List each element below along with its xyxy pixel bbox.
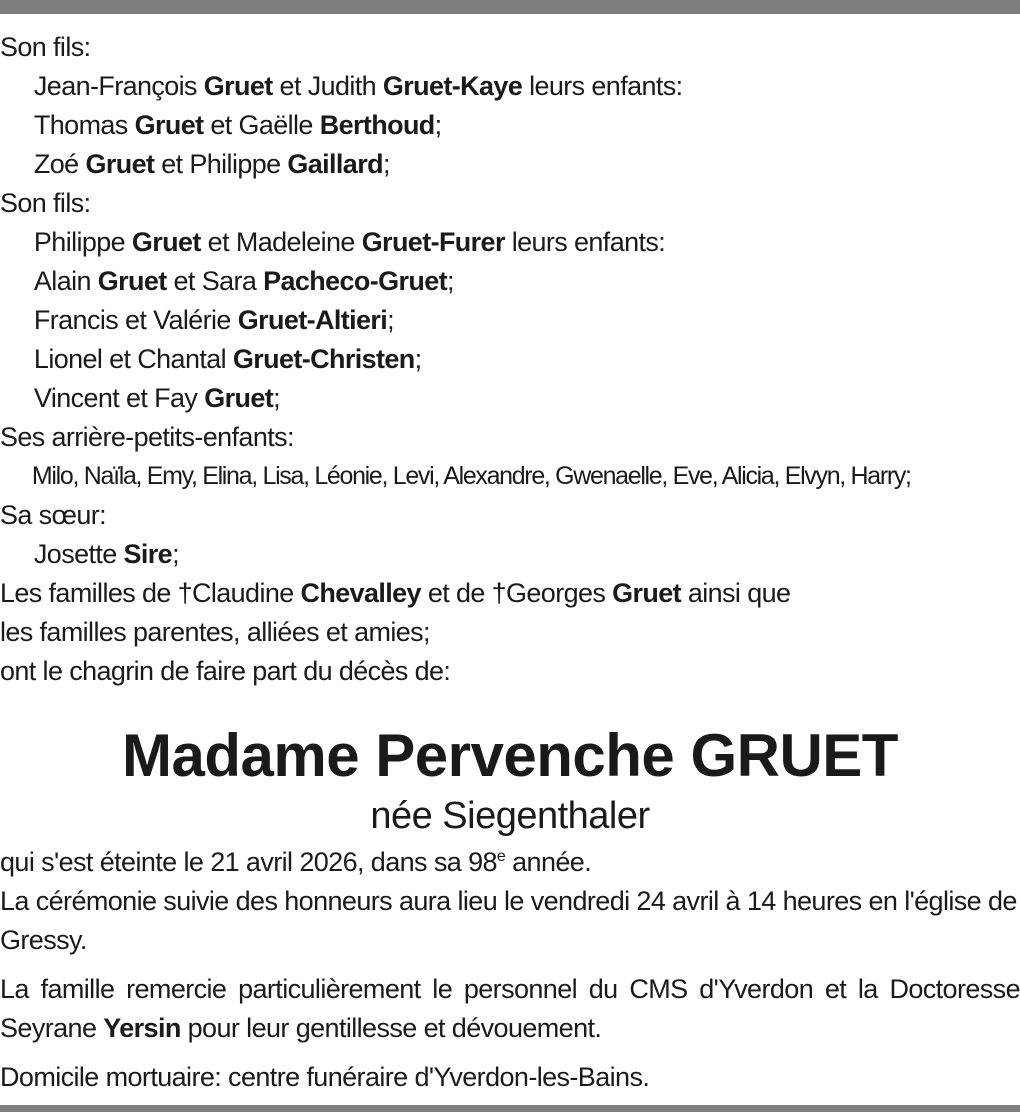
family-text: ont le chagrin de faire part du décès de: — [0, 656, 451, 686]
obituary-notice — [0, 28, 1020, 1097]
family-text: Sa sœur: — [0, 500, 107, 530]
family-surname: Gruet — [134, 110, 204, 140]
family-text: Thomas — [33, 110, 135, 140]
thanks-paragraph — [0, 970, 1020, 1048]
family-surname: Gruet-Altieri — [237, 305, 388, 335]
family-list — [0, 28, 1020, 691]
family-line — [0, 457, 1018, 496]
family-text: ; — [172, 539, 179, 569]
family-line — [0, 574, 1018, 613]
family-surname: Gruet-Kaye — [382, 71, 523, 101]
family-text: ; — [382, 149, 390, 179]
bottom-rule — [0, 1105, 1020, 1112]
family-line — [0, 301, 1018, 340]
family-text: Lionel et Chantal — [33, 344, 233, 374]
family-line — [0, 184, 1018, 223]
family-text: et Madeleine — [200, 227, 362, 257]
family-text: leurs enfants: — [504, 227, 666, 257]
family-text: les familles parentes, alliées et amies; — [0, 617, 430, 647]
family-line — [0, 106, 1018, 145]
family-text: Francis et Valérie — [33, 305, 238, 335]
family-text: et Judith — [272, 71, 383, 101]
family-line — [0, 613, 1018, 652]
family-text: ; — [434, 110, 442, 140]
family-surname: Gruet — [85, 149, 155, 179]
ceremony-info: La cérémonie suivie des honneurs aura lieu le vendredi 24 avril à 14 heures en l'église de Gressy. — [0, 886, 1017, 955]
family-text: ; — [387, 305, 395, 335]
family-surname: Berthoud — [319, 110, 435, 140]
family-surname: Gruet — [203, 71, 273, 101]
death-text-end: année. — [505, 847, 592, 877]
family-line — [0, 28, 1018, 67]
family-text: Son fils: — [0, 188, 91, 218]
family-surname: Gruet — [204, 383, 274, 413]
family-text: et Philippe — [154, 149, 288, 179]
death-text: qui s'est éteinte le 21 avril 2026, dans sa 98 — [0, 847, 497, 877]
family-text: Zoé — [33, 149, 86, 179]
family-line — [0, 496, 1018, 535]
family-line — [0, 418, 1018, 457]
family-text: et de †Georges — [420, 578, 613, 608]
family-text: Milo, Naïla, Emy, Elina, Lisa, Léonie, Levi, Alexandre, Gwenaelle, Eve, Alicia, Elvyn, Harry; — [31, 462, 911, 490]
family-line — [0, 145, 1018, 184]
family-text: Philippe — [33, 227, 132, 257]
family-surname: Gruet — [131, 227, 201, 257]
family-line — [0, 652, 1018, 691]
thanks-text: La famille remercie particulièrement le personnel du CMS d'Yverdon et la Doctoresse Seyrane — [0, 974, 1020, 1043]
family-text: Les familles de †Claudine — [0, 578, 301, 608]
family-surname: Gaillard — [287, 149, 383, 179]
maiden-name: née Siegenthaler — [370, 795, 650, 837]
domicile-info: Domicile mortuaire: centre funéraire d'Yverdon-les-Bains. — [0, 1062, 650, 1092]
family-text: ; — [447, 266, 454, 296]
family-text: et Gaëlle — [203, 110, 320, 140]
family-text: Vincent et Fay — [33, 383, 205, 413]
family-text: ; — [273, 383, 280, 413]
family-surname: Gruet — [612, 578, 681, 608]
deceased-name: Madame Pervenche GRUET — [122, 722, 898, 789]
family-line — [0, 379, 1018, 418]
family-surname: Gruet-Christen — [232, 344, 415, 374]
family-text: Jean-François — [33, 71, 204, 101]
thanks-bold-name: Yersin — [103, 1013, 181, 1043]
family-surname: Sire — [123, 539, 173, 569]
family-text: ; — [414, 344, 422, 374]
family-line — [0, 262, 1018, 301]
family-surname: Gruet — [97, 266, 167, 296]
top-rule — [0, 0, 1020, 14]
family-text: Ses arrière-petits-enfants: — [0, 422, 294, 452]
family-text: Son fils: — [0, 32, 91, 62]
death-statement — [0, 843, 1020, 882]
family-text: Alain — [33, 266, 98, 296]
family-surname: Gruet-Furer — [361, 227, 505, 257]
family-text: Josette — [33, 539, 124, 569]
family-line — [0, 535, 1018, 574]
family-surname: Pacheco-Gruet — [263, 266, 448, 296]
family-text: ainsi que — [680, 578, 791, 608]
family-surname: Chevalley — [300, 578, 421, 608]
thanks-text-end: pour leur gentillesse et dévouement. — [180, 1013, 602, 1043]
family-text: leurs enfants: — [522, 71, 683, 101]
family-line — [0, 223, 1018, 262]
ordinal-suffix: e — [496, 848, 506, 865]
family-line — [0, 67, 1018, 106]
family-line — [0, 340, 1018, 379]
family-text: et Sara — [166, 266, 264, 296]
